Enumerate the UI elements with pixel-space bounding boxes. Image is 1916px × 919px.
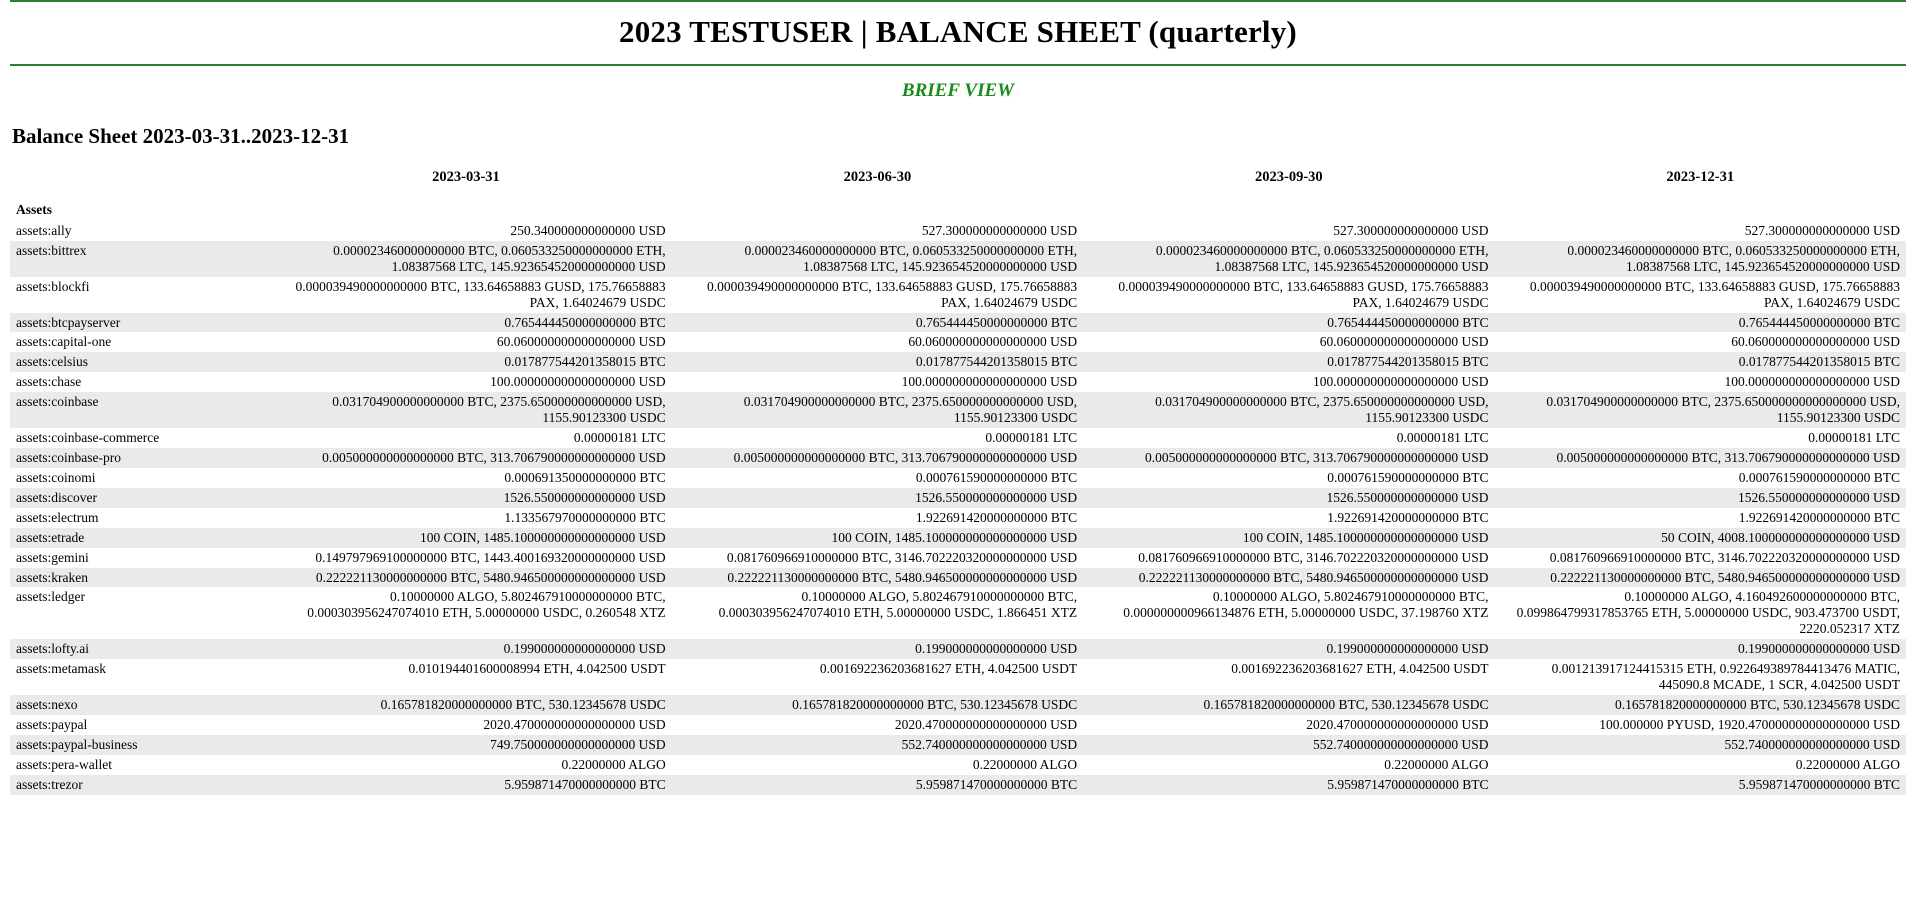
top-divider: [10, 0, 1906, 2]
amount-cell: 0.149797969100000000 BTC, 1443.400169320000000000 USD: [260, 548, 671, 568]
table-row: [10, 695, 1906, 715]
amount-cell: 0.010194401600008994 ETH, 4.042500 USDT: [260, 659, 671, 695]
group-empty-cell: [1083, 198, 1494, 221]
amount-cell: 0.000761590000000000 BTC: [672, 468, 1083, 488]
column-header-period-1: 2023-03-31: [432, 169, 500, 185]
table-row: [10, 659, 1906, 695]
amount-cell: 0.017877544201358015 BTC: [1495, 352, 1906, 372]
amount-cell: 1526.550000000000000 USD: [1495, 488, 1906, 508]
table-row: [10, 332, 1906, 352]
amount-cell: 0.22000000 ALGO: [260, 755, 671, 775]
amount-cell: 50 COIN, 4008.100000000000000000 USD: [1495, 528, 1906, 548]
amount-cell: 552.740000000000000000 USD: [1495, 735, 1906, 755]
column-header-period-3: 2023-09-30: [1254, 169, 1323, 185]
amount-cell: 1.922691420000000000 BTC: [1495, 508, 1906, 528]
amount-cell: 250.340000000000000 USD: [260, 221, 671, 241]
amount-cell: 1.922691420000000000 BTC: [1083, 508, 1494, 528]
table-row: [10, 755, 1906, 775]
table-row: [10, 528, 1906, 548]
amount-cell: 0.000023460000000000 BTC, 0.060533250000000000 ETH, 1.08387568 LTC, 145.923654520000000000 USD: [1083, 241, 1494, 277]
view-mode-label: BRIEF VIEW: [901, 80, 1015, 101]
account-name: assets:kraken: [10, 568, 260, 588]
amount-cell: 0.22000000 ALGO: [672, 755, 1083, 775]
table-row: [10, 775, 1906, 795]
balance-sheet-table: [10, 163, 1906, 795]
amount-cell: 100.000000000000000000 USD: [1495, 372, 1906, 392]
amount-cell: 527.300000000000000 USD: [1495, 221, 1906, 241]
amount-cell: 0.000023460000000000 BTC, 0.060533250000000000 ETH, 1.08387568 LTC, 145.923654520000000000 USD: [260, 241, 671, 277]
amount-cell: 0.765444450000000000 BTC: [1083, 313, 1494, 333]
table-row: [10, 221, 1906, 241]
amount-cell: 527.300000000000000 USD: [672, 221, 1083, 241]
table-row: [10, 352, 1906, 372]
account-name: assets:nexo: [10, 695, 260, 715]
amount-cell: 0.10000000 ALGO, 5.802467910000000000 BTC, 0.000000000966134876 ETH, 5.00000000 USDC, 37.198760 XTZ: [1083, 587, 1494, 639]
amount-cell: 0.765444450000000000 BTC: [672, 313, 1083, 333]
amount-cell: 0.10000000 ALGO, 5.802467910000000000 BTC, 0.000303956247074010 ETH, 5.00000000 USDC, 1.866451 XTZ: [672, 587, 1083, 639]
account-name: assets:electrum: [10, 508, 260, 528]
amount-cell: 0.005000000000000000 BTC, 313.706790000000000000 USD: [1495, 448, 1906, 468]
amount-cell: 100.000000000000000000 USD: [260, 372, 671, 392]
table-row: [10, 548, 1906, 568]
amount-cell: 749.750000000000000000 USD: [260, 735, 671, 755]
amount-cell: 552.740000000000000000 USD: [1083, 735, 1494, 755]
amount-cell: 0.017877544201358015 BTC: [260, 352, 671, 372]
account-name: assets:coinomi: [10, 468, 260, 488]
account-name: assets:btcpayserver: [10, 313, 260, 333]
amount-cell: 5.959871470000000000 BTC: [1495, 775, 1906, 795]
amount-cell: 100.000000000000000000 USD: [672, 372, 1083, 392]
group-empty-cell: [672, 198, 1083, 221]
amount-cell: 5.959871470000000000 BTC: [672, 775, 1083, 795]
account-name: assets:coinbase-commerce: [10, 428, 260, 448]
table-row: [10, 508, 1906, 528]
account-name: assets:metamask: [10, 659, 260, 695]
amount-cell: 60.060000000000000000 USD: [1083, 332, 1494, 352]
group-empty-cell: [260, 198, 671, 221]
amount-cell: 0.165781820000000000 BTC, 530.12345678 USDC: [672, 695, 1083, 715]
amount-cell: 0.00000181 LTC: [1495, 428, 1906, 448]
amount-cell: 527.300000000000000 USD: [1083, 221, 1494, 241]
table-row: [10, 372, 1906, 392]
group-empty-cell: [1495, 198, 1906, 221]
table-row: [10, 448, 1906, 468]
amount-cell: 0.001692236203681627 ETH, 4.042500 USDT: [672, 659, 1083, 695]
amount-cell: 60.060000000000000000 USD: [260, 332, 671, 352]
amount-cell: 0.031704900000000000 BTC, 2375.650000000000000000 USD, 1155.90123300 USDC: [1495, 392, 1906, 428]
table-header-row: [10, 163, 1906, 198]
amount-cell: 0.031704900000000000 BTC, 2375.650000000000000 USD, 1155.90123300 USDC: [672, 392, 1083, 428]
amount-cell: 1.922691420000000000 BTC: [672, 508, 1083, 528]
account-name: assets:celsius: [10, 352, 260, 372]
table-body: [10, 198, 1906, 795]
amount-cell: 0.165781820000000000 BTC, 530.12345678 USDC: [1495, 695, 1906, 715]
amount-cell: 1526.550000000000000 USD: [1083, 488, 1494, 508]
table-row: [10, 568, 1906, 588]
account-name: assets:trezor: [10, 775, 260, 795]
account-name: assets:gemini: [10, 548, 260, 568]
account-name: assets:etrade: [10, 528, 260, 548]
table-row: [10, 277, 1906, 313]
amount-cell: 1526.550000000000000 USD: [260, 488, 671, 508]
amount-cell: 552.740000000000000000 USD: [672, 735, 1083, 755]
amount-cell: 1.133567970000000000 BTC: [260, 508, 671, 528]
amount-cell: 60.060000000000000000 USD: [1495, 332, 1906, 352]
amount-cell: 0.22000000 ALGO: [1083, 755, 1494, 775]
amount-cell: 60.060000000000000000 USD: [672, 332, 1083, 352]
amount-cell: 0.000691350000000000 BTC: [260, 468, 671, 488]
table-row: [10, 392, 1906, 428]
account-name: assets:ally: [10, 221, 260, 241]
amount-cell: 0.031704900000000000 BTC, 2375.650000000000000 USD, 1155.90123300 USDC: [260, 392, 671, 428]
amount-cell: 0.005000000000000000 BTC, 313.706790000000000000 USD: [1083, 448, 1494, 468]
amount-cell: 0.222221130000000000 BTC, 5480.946500000000000000 USD: [1495, 568, 1906, 588]
account-name: assets:capital-one: [10, 332, 260, 352]
title-divider: [10, 64, 1906, 66]
amount-cell: 0.765444450000000000 BTC: [1495, 313, 1906, 333]
amount-cell: 0.000039490000000000 BTC, 133.64658883 GUSD, 175.76658883 PAX, 1.64024679 USDC: [1083, 277, 1494, 313]
account-name: assets:bittrex: [10, 241, 260, 277]
amount-cell: 100.000000000000000000 USD: [1083, 372, 1494, 392]
table-row: [10, 488, 1906, 508]
account-name: assets:paypal: [10, 715, 260, 735]
amount-cell: 0.081760966910000000 BTC, 3146.702220320000000000 USD: [1083, 548, 1494, 568]
table-row: [10, 468, 1906, 488]
account-name: assets:paypal-business: [10, 735, 260, 755]
amount-cell: 100 COIN, 1485.100000000000000000 USD: [672, 528, 1083, 548]
amount-cell: 2020.470000000000000000 USD: [260, 715, 671, 735]
amount-cell: 100 COIN, 1485.100000000000000000 USD: [260, 528, 671, 548]
amount-cell: 0.00000181 LTC: [672, 428, 1083, 448]
amount-cell: 100.000000 PYUSD, 1920.470000000000000000 USD: [1495, 715, 1906, 735]
table-row: [10, 313, 1906, 333]
table-row: [10, 241, 1906, 277]
amount-cell: 0.081760966910000000 BTC, 3146.702220320000000000 USD: [672, 548, 1083, 568]
amount-cell: 0.005000000000000000 BTC, 313.706790000000000000 USD: [672, 448, 1083, 468]
amount-cell: 0.000023460000000000 BTC, 0.060533250000000000 ETH, 1.08387568 LTC, 145.923654520000000000 USD: [1495, 241, 1906, 277]
amount-cell: 0.199000000000000000 USD: [672, 639, 1083, 659]
amount-cell: 0.031704900000000000 BTC, 2375.650000000000000 USD, 1155.90123300 USDC: [1083, 392, 1494, 428]
amount-cell: 0.00000181 LTC: [260, 428, 671, 448]
amount-cell: 0.000039490000000000 BTC, 133.64658883 GUSD, 175.76658883 PAX, 1.64024679 USDC: [1495, 277, 1906, 313]
amount-cell: 0.10000000 ALGO, 4.160492600000000000 BTC, 0.099864799317853765 ETH, 5.00000000 USDC, 903.473700 USDT, 2220.052317 XTZ: [1495, 587, 1906, 639]
amount-cell: 0.222221130000000000 BTC, 5480.946500000000000000 USD: [260, 568, 671, 588]
amount-cell: 0.017877544201358015 BTC: [672, 352, 1083, 372]
table-head: [10, 163, 1906, 198]
amount-cell: 0.000761590000000000 BTC: [1083, 468, 1494, 488]
account-name: assets:coinbase: [10, 392, 260, 428]
amount-cell: 0.199000000000000000 USD: [1495, 639, 1906, 659]
amount-cell: 0.001213917124415315 ETH, 0.922649389784413476 MATIC, 445090.8 MCADE, 1 SCR, 4.042500 USDT: [1495, 659, 1906, 695]
amount-cell: 2020.470000000000000000 USD: [1083, 715, 1494, 735]
amount-cell: 0.765444450000000000 BTC: [260, 313, 671, 333]
account-name: assets:coinbase-pro: [10, 448, 260, 468]
amount-cell: 0.165781820000000000 BTC, 530.12345678 USDC: [260, 695, 671, 715]
page-title: 2023 TESTUSER | BALANCE SHEET (quarterly): [619, 14, 1297, 49]
amount-cell: 0.000761590000000000 BTC: [1495, 468, 1906, 488]
column-header-period-4: 2023-12-31: [1666, 169, 1735, 185]
account-name: assets:blockfi: [10, 277, 260, 313]
column-header-account: [10, 163, 260, 198]
section-heading: Balance Sheet 2023-03-31..2023-12-31: [12, 124, 350, 148]
amount-cell: 0.22000000 ALGO: [1495, 755, 1906, 775]
column-header-period-2: 2023-06-30: [843, 169, 912, 185]
amount-cell: 2020.470000000000000000 USD: [672, 715, 1083, 735]
amount-cell: 0.199000000000000000 USD: [1083, 639, 1494, 659]
amount-cell: 0.000039490000000000 BTC, 133.64658883 GUSD, 175.76658883 PAX, 1.64024679 USDC: [260, 277, 671, 313]
table-row: [10, 735, 1906, 755]
group-label: Assets: [10, 198, 260, 221]
table-group-row: [10, 198, 1906, 221]
amount-cell: 0.10000000 ALGO, 5.802467910000000000 BTC, 0.000303956247074010 ETH, 5.00000000 USDC, 0.260548 XTZ: [260, 587, 671, 639]
amount-cell: 0.222221130000000000 BTC, 5480.946500000000000000 USD: [1083, 568, 1494, 588]
amount-cell: 5.959871470000000000 BTC: [1083, 775, 1494, 795]
amount-cell: 1526.550000000000000 USD: [672, 488, 1083, 508]
amount-cell: 100 COIN, 1485.100000000000000000 USD: [1083, 528, 1494, 548]
account-name: assets:pera-wallet: [10, 755, 260, 775]
amount-cell: 0.222221130000000000 BTC, 5480.946500000000000000 USD: [672, 568, 1083, 588]
account-name: assets:lofty.ai: [10, 639, 260, 659]
table-row: [10, 639, 1906, 659]
account-name: assets:discover: [10, 488, 260, 508]
amount-cell: 0.165781820000000000 BTC, 530.12345678 USDC: [1083, 695, 1494, 715]
table-row: [10, 587, 1906, 639]
account-name: assets:ledger: [10, 587, 260, 639]
amount-cell: 0.081760966910000000 BTC, 3146.702220320000000000 USD: [1495, 548, 1906, 568]
table-row: [10, 428, 1906, 448]
amount-cell: 0.000039490000000000 BTC, 133.64658883 GUSD, 175.76658883 PAX, 1.64024679 USDC: [672, 277, 1083, 313]
amount-cell: 0.017877544201358015 BTC: [1083, 352, 1494, 372]
amount-cell: 0.000023460000000000 BTC, 0.060533250000000000 ETH, 1.08387568 LTC, 145.923654520000000000 USD: [672, 241, 1083, 277]
amount-cell: 0.005000000000000000 BTC, 313.706790000000000000 USD: [260, 448, 671, 468]
amount-cell: 0.199000000000000000 USD: [260, 639, 671, 659]
table-row: [10, 715, 1906, 735]
account-name: assets:chase: [10, 372, 260, 392]
amount-cell: 0.00000181 LTC: [1083, 428, 1494, 448]
amount-cell: 0.001692236203681627 ETH, 4.042500 USDT: [1083, 659, 1494, 695]
amount-cell: 5.959871470000000000 BTC: [260, 775, 671, 795]
